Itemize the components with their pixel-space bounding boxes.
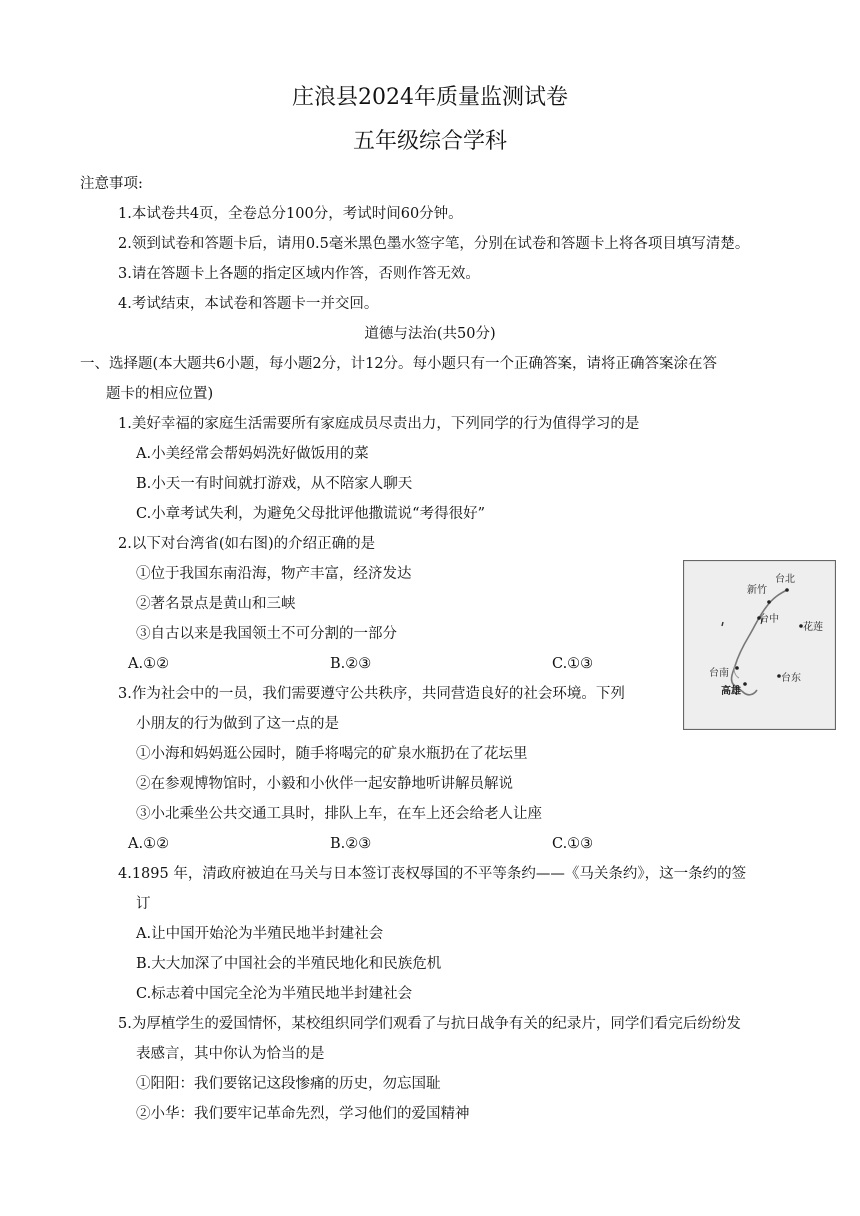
notice-item: 1.本试卷共4页，全卷总分100分，考试时间60分钟。 bbox=[118, 206, 463, 222]
question-5-statement-1: ①阳阳：我们要铭记这段惨痛的历史，勿忘国耻 bbox=[136, 1076, 441, 1092]
city-dot-kaohsiung bbox=[743, 682, 747, 686]
penghu-mark bbox=[722, 622, 723, 626]
question-3-statement-1: ①小海和妈妈逛公园时，随手将喝完的矿泉水瓶扔在了花坛里 bbox=[136, 746, 528, 762]
part-heading-cont: 题卡的相应位置) bbox=[106, 386, 214, 402]
question-3-option-b: B.②③ bbox=[330, 836, 372, 852]
map-label-taichung: 台中 bbox=[759, 614, 779, 625]
question-5-stem-cont: 表感言，其中你认为恰当的是 bbox=[136, 1046, 325, 1062]
question-1-stem: 1.美好幸福的家庭生活需要所有家庭成员尽责出力，下列同学的行为值得学习的是 bbox=[118, 416, 640, 432]
taiwan-map-figure bbox=[683, 560, 836, 730]
question-2-statement-3: ③自古以来是我国领土不可分割的一部分 bbox=[136, 626, 397, 642]
question-3-statement-3: ③小北乘坐公共交通工具时，排队上车，在车上还会给老人让座 bbox=[136, 806, 542, 822]
notice-item: 3.请在答题卡上各题的指定区域内作答，否则作答无效。 bbox=[118, 266, 480, 282]
page-subtitle: 五年级综合学科 bbox=[352, 129, 507, 154]
question-5-stem: 5.为厚植学生的爱国情怀，某校组织同学们观看了与抗日战争有关的纪录片，同学们看完后纷纷发 bbox=[118, 1016, 741, 1032]
city-dot-taipei bbox=[785, 588, 789, 592]
map-label-taitung: 台东 bbox=[781, 673, 801, 684]
map-label-hualien: 花莲 bbox=[803, 622, 823, 633]
notice-item: 4.考试结束，本试卷和答题卡一并交回。 bbox=[118, 296, 379, 312]
question-2-statement-1: ①位于我国东南沿海，物产丰富，经济发达 bbox=[136, 566, 412, 582]
question-1-option-a: A.小美经常会帮妈妈洗好做饭用的菜 bbox=[136, 446, 369, 462]
page-title: 庄浪县2024年质量监测试卷 bbox=[292, 85, 568, 110]
question-2-stem: 2.以下对台湾省(如右图)的介绍正确的是 bbox=[118, 536, 376, 552]
question-4-option-a: A.让中国开始沦为半殖民地半封建社会 bbox=[136, 926, 384, 942]
map-label-kaohsiung: 高雄 bbox=[721, 686, 741, 697]
section-title: 道德与法治(共50分) bbox=[364, 326, 496, 342]
map-label-tainan: 台南 bbox=[709, 668, 729, 679]
question-3-stem: 3.作为社会中的一员，我们需要遵守公共秩序，共同营造良好的社会环境。下列 bbox=[118, 686, 625, 702]
map-label-taipei: 台北 bbox=[775, 574, 795, 585]
question-2-option-a: A.①② bbox=[128, 656, 170, 672]
city-dot-hsinchu bbox=[767, 600, 771, 604]
question-3-option-c: C.①③ bbox=[552, 836, 594, 852]
question-4-option-c: C.标志着中国完全沦为半殖民地半封建社会 bbox=[136, 986, 413, 1002]
question-2-option-c: C.①③ bbox=[552, 656, 594, 672]
question-4-option-b: B.大大加深了中国社会的半殖民地化和民族危机 bbox=[136, 956, 442, 972]
question-1-option-b: B.小天一有时间就打游戏，从不陪家人聊天 bbox=[136, 476, 413, 492]
notice-heading: 注意事项: bbox=[80, 176, 143, 192]
question-3-stem-cont: 小朋友的行为做到了这一点的是 bbox=[136, 716, 339, 732]
question-2-statement-2: ②著名景点是黄山和三峡 bbox=[136, 596, 296, 612]
question-4-stem: 4.1895 年，清政府被迫在马关与日本签订丧权辱国的不平等条约——《马关条约》，这一条约的签 bbox=[118, 866, 747, 882]
question-2-option-b: B.②③ bbox=[330, 656, 372, 672]
question-3-statement-2: ②在参观博物馆时，小毅和小伙伴一起安静地听讲解员解说 bbox=[136, 776, 513, 792]
question-1-option-c: C.小章考试失利，为避免父母批评他撒谎说“考得很好” bbox=[136, 506, 486, 522]
map-label-hsinchu: 新竹 bbox=[747, 585, 767, 596]
question-3-option-a: A.①② bbox=[128, 836, 170, 852]
part-heading: 一、选择题(本大题共6小题，每小题2分，计12分。每小题只有一个正确答案，请将正确答案涂在答 bbox=[80, 356, 718, 372]
city-dot-tainan bbox=[735, 666, 739, 670]
question-4-stem-cont: 订 bbox=[136, 896, 151, 912]
notice-item: 2.领到试卷和答题卡后，请用0.5毫米黑色墨水签字笔，分别在试卷和答题卡上将各项目填写清楚。 bbox=[118, 236, 750, 252]
question-5-statement-2: ②小华：我们要牢记革命先烈，学习他们的爱国精神 bbox=[136, 1106, 470, 1122]
